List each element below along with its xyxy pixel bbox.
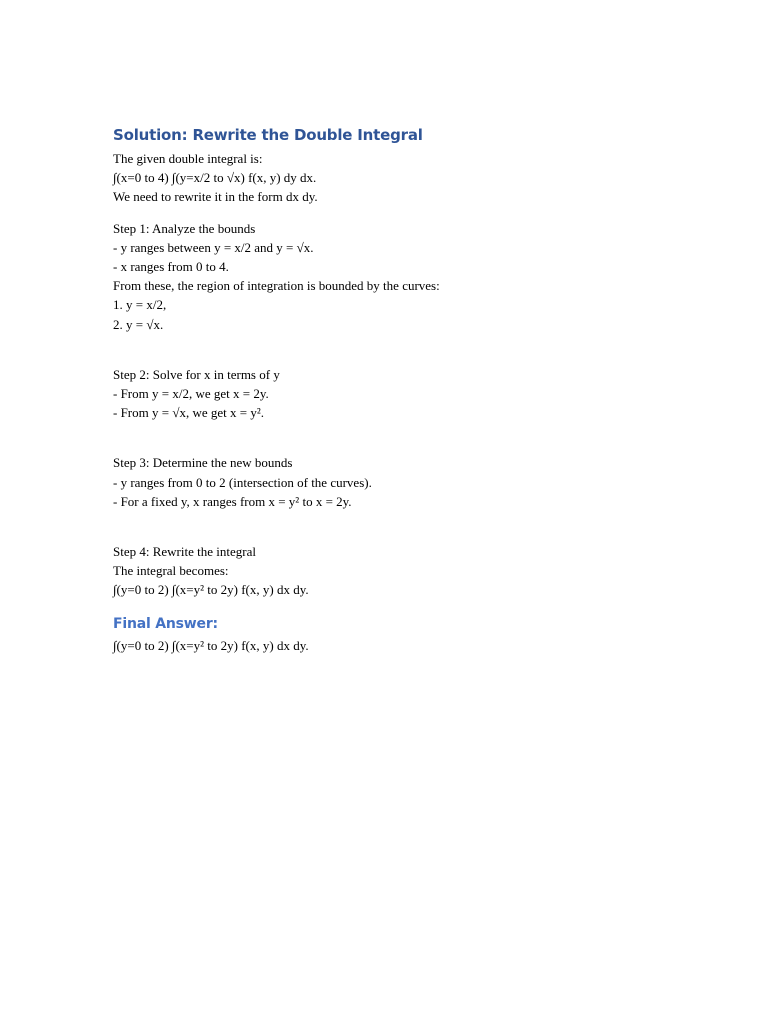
step3-heading: Step 3: Determine the new bounds bbox=[113, 455, 293, 471]
step1-line: - x ranges from 0 to 4. bbox=[113, 259, 229, 275]
step3-section bbox=[113, 453, 713, 511]
step2-section bbox=[113, 365, 713, 423]
step2-heading: Step 2: Solve for x in terms of y bbox=[113, 366, 280, 382]
page-title: Solution: Rewrite the Double Integral bbox=[113, 126, 423, 144]
step3-line: - y ranges from 0 to 2 (intersection of the curves). bbox=[113, 474, 372, 490]
document-body bbox=[113, 124, 713, 655]
final-answer: ∫(y=0 to 2) ∫(x=y² to 2y) f(x, y) dx dy. bbox=[113, 637, 309, 653]
step1-section bbox=[113, 219, 713, 334]
step1-heading: Step 1: Analyze the bounds bbox=[113, 220, 256, 236]
intro-line: We need to rewrite it in the form dx dy. bbox=[113, 189, 318, 205]
step1-line: 2. y = √x. bbox=[113, 316, 164, 332]
step1-line: 1. y = x/2, bbox=[113, 297, 167, 313]
step1-line: From these, the region of integration is bounded by the curves: bbox=[113, 278, 440, 294]
step2-line: - From y = x/2, we get x = 2y. bbox=[113, 386, 269, 402]
step2-line: - From y = √x, we get x = y². bbox=[113, 405, 264, 421]
rewritten-integral: ∫(y=0 to 2) ∫(x=y² to 2y) f(x, y) dx dy. bbox=[113, 582, 309, 598]
intro-section bbox=[113, 149, 713, 207]
given-integral: ∫(x=0 to 4) ∫(y=x/2 to √x) f(x, y) dy dx. bbox=[113, 170, 317, 186]
intro-line: The given double integral is: bbox=[113, 151, 263, 166]
step4-section bbox=[113, 542, 713, 600]
final-answer-heading: Final Answer: bbox=[113, 615, 218, 632]
step1-line: - y ranges between y = x/2 and y = √x. bbox=[113, 239, 314, 255]
step3-line: - For a fixed y, x ranges from x = y² to x = 2y. bbox=[113, 493, 352, 509]
step4-line: The integral becomes: bbox=[113, 563, 229, 579]
step4-heading: Step 4: Rewrite the integral bbox=[113, 544, 256, 560]
